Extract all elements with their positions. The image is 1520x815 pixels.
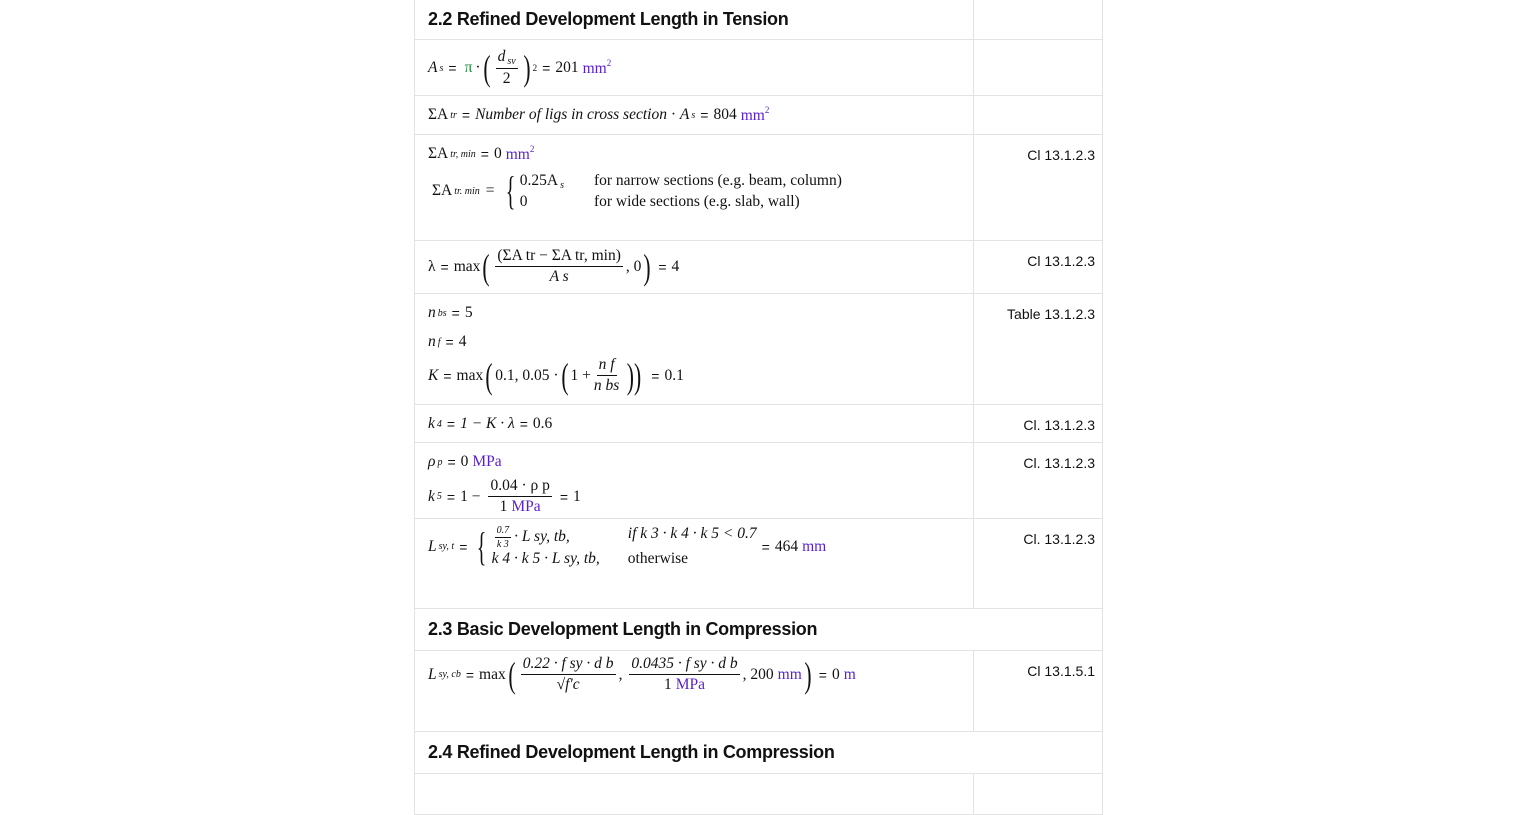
reference: Cl 13.1.2.3 — [1027, 147, 1095, 163]
row-k5 — [415, 443, 1102, 519]
formula-lambda: λ = max ( $\frac{\text{(ΣA tr − ΣA tr, min)}}{\text{A s}}$ , 0 ) = 4 — [428, 246, 680, 287]
formula-k4: k 4 = 1 − K · λ = 0.6 — [428, 415, 553, 432]
reference: Cl 13.1.2.3 — [1027, 253, 1095, 269]
formula-k5: k 5 = 1 − $\frac{\text{0.04 · ρ p}}{\text{1 MPa}}$ = 1 — [428, 477, 581, 515]
reference: Cl. 13.1.2.3 — [1023, 455, 1095, 471]
formula-lsyt: L sy, t = { $\frac{0.7}{k 3}$ · L sy, tb, if k 3 · k 4 · k 5 < 0.7 k 4 · k 5 · L sy, tb, otherwise = 464 mm — [428, 523, 827, 569]
section-header-2-4: 2.4 Refined Development Length in Compression — [415, 732, 1102, 774]
reference: Cl. 13.1.2.3 — [1023, 531, 1095, 547]
row-lsyt — [415, 519, 1102, 609]
row-k4 — [415, 405, 1102, 443]
section-header-2-3: 2.3 Basic Development Length in Compression — [415, 609, 1102, 651]
formula-atrmin-definition: ΣA tr. min = { 0.25A $_s$ for narrow sections (e.g. beam, column) 0 for wide sections (e.g. slab, wall) — [432, 168, 842, 213]
row-k — [415, 294, 1102, 405]
reference: Table 13.1.2.3 — [1007, 306, 1095, 322]
reference: Cl. 13.1.2.3 — [1023, 417, 1095, 433]
row-atr — [415, 96, 1102, 135]
reference: Cl 13.1.5.1 — [1027, 663, 1095, 679]
row-partial — [415, 774, 1102, 815]
formula-k: K = max ( 0.1, 0.05 · ( 1 + $\frac{\text{n f}}{\text{n bs}}$ )) = 0.1 — [428, 355, 684, 396]
formula-nbs: n bs = 5 — [428, 304, 473, 321]
calculation-sheet — [414, 0, 1103, 815]
formula-as: A s = π · ( $\frac{d _{sv}}{2}$ ) 2 = 201 $mm^2$ — [428, 48, 612, 88]
section-title: 2.2 Refined Development Length in Tension — [415, 0, 974, 39]
formula-rho: ρ p = 0 MPa — [428, 453, 502, 470]
row-atrmin — [415, 135, 1102, 241]
row-as — [415, 40, 1102, 96]
section-header-2-2 — [415, 0, 1102, 40]
formula-lsycb: L sy, cb = max ( $\frac{\text{0.22 · f sy · d b}}{√f'c}$ , $\frac{\text{0.0435 · f sy · d b}}{\text{1 MPa}}$ , 200 mm ) = 0 m — [428, 654, 856, 695]
formula-nf: n f = 4 — [428, 333, 467, 350]
row-lambda — [415, 241, 1102, 294]
formula-atrmin: ΣA tr, min = 0 $mm^2$ — [428, 144, 535, 163]
row-lsycb — [415, 651, 1102, 732]
formula-atr: ΣA tr = Number of ligs in cross section · A s = 804 $mm^2$ — [428, 105, 770, 124]
